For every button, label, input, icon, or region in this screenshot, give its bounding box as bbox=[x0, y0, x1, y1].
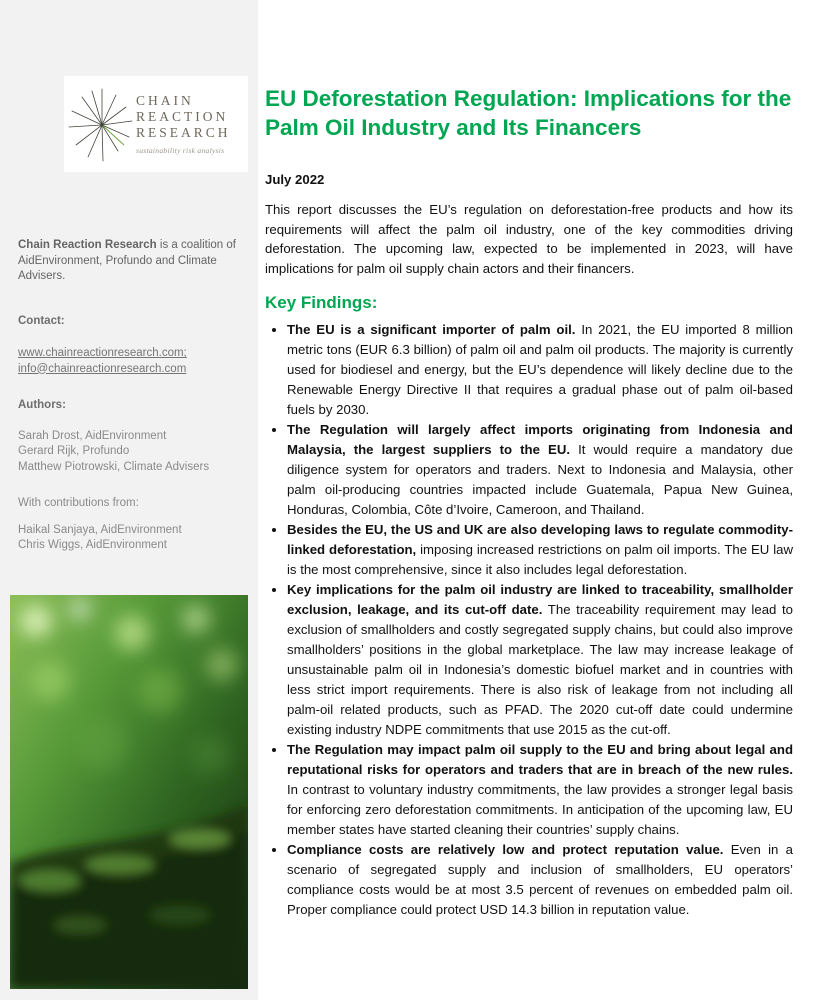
finding-item bbox=[287, 740, 793, 840]
email-link[interactable]: info@chainreactionresearch.com bbox=[18, 362, 187, 375]
coalition-bold: Chain Reaction Research bbox=[18, 239, 157, 251]
report-body bbox=[265, 0, 793, 920]
sidebar bbox=[0, 0, 258, 1000]
contact-links bbox=[18, 346, 242, 377]
starburst-icon bbox=[66, 79, 136, 169]
finding-text: In contrast to voluntary industry commitments, the law provides a stronger legal basis for enforcing zero deforestation commitments. In anticipation of the upcoming law, EU member states have started cleaning their countries’ supply chains. bbox=[287, 781, 793, 837]
authors-label: Authors: bbox=[18, 399, 66, 411]
finding-text: imposing increased restrictions on palm oil imports. The EU law is the most comprehensive, since it also includes legal deforestation. bbox=[287, 541, 793, 577]
logo-word-chain: CHAIN bbox=[136, 93, 194, 108]
finding-item bbox=[287, 320, 793, 420]
coalition-statement bbox=[18, 238, 242, 285]
logo-tagline: sustainability risk analysis bbox=[136, 146, 225, 155]
report-date: July 2022 bbox=[265, 172, 325, 187]
author-item: Matthew Piotrowski, Climate Advisers bbox=[18, 460, 210, 473]
key-findings-heading: Key Findings: bbox=[265, 292, 378, 312]
authors-list bbox=[18, 429, 242, 476]
logo-text bbox=[136, 93, 231, 155]
contributions-label: With contributions from: bbox=[18, 497, 139, 509]
author-item: Gerard Rijk, Profundo bbox=[18, 445, 130, 457]
finding-item bbox=[287, 420, 793, 520]
logo-word-reaction: REACTION bbox=[136, 109, 229, 124]
contributor-item: Haikal Sanjaya, AidEnvironment bbox=[18, 523, 182, 536]
finding-text: Even in a scenario of segregated supply and inclusion of smallholders, EU operators’ compliance costs would be at most 3.5 percent of revenues on embedded palm oil. Proper compliance could protect USD 14.3 billion in reputation value. bbox=[287, 841, 793, 917]
contributors-list bbox=[18, 523, 242, 554]
website-link[interactable]: www.chainreactionresearch.com; bbox=[18, 347, 187, 359]
finding-lead: Besides the EU, the US and UK are also developing laws to regulate commodity-linked deforestation, bbox=[287, 521, 793, 557]
finding-lead: The Regulation will largely affect imports originating from Indonesia and Malaysia, the largest suppliers to the EU. bbox=[287, 421, 793, 457]
finding-text: In 2021, the EU imported 8 million metric tons (EUR 6.3 billion) of palm oil and palm oil products. The majority is currently used for biodiesel and energy, but the EU’s dependence will likely decline due to the Renewable Energy Directive II that requires a gradual phase out of palm oil-based fuels by 2030. bbox=[287, 321, 793, 417]
contact-label: Contact: bbox=[18, 314, 65, 327]
finding-lead: Key implications for the palm oil industry are linked to traceability, smallholder exclusion, leakage, and its cut-off date. bbox=[287, 581, 793, 617]
finding-item bbox=[287, 520, 793, 580]
finding-lead: Compliance costs are relatively low and protect reputation value. bbox=[287, 841, 724, 857]
forest-photo bbox=[10, 595, 248, 989]
finding-text: The traceability requirement may lead to exclusion of smallholders and costly segregated supply chains, but could also improve smallholders’ positions in the global marketplace. The law may increase leakage of unsustainable palm oil in Indonesia’s domestic biofuel market and in countries with less strict import requirements. There is also risk of leakage from not including all palm-oil related products, such as PFAD. The 2020 cut-off date could undermine existing industry NDPE commitments that use 2015 as the cut-off. bbox=[287, 601, 794, 737]
finding-item bbox=[287, 580, 793, 740]
intro-paragraph: This report discusses the EU’s regulation on deforestation-free products and how its requirements will affect the palm oil industry, one of the key commodities driving deforestation. The upcoming law, expected to be implemented in 2023, will have implications for palm oil supply chain actors and their financers. bbox=[265, 202, 793, 276]
author-item: Sarah Drost, AidEnvironment bbox=[18, 429, 167, 442]
contributor-item: Chris Wiggs, AidEnvironment bbox=[18, 539, 167, 551]
finding-lead: The Regulation may impact palm oil supply to the EU and bring about legal and reputational risks for operators and traders that are in breach of the new rules. bbox=[287, 741, 793, 777]
key-findings-list bbox=[265, 320, 793, 920]
crr-logo bbox=[64, 76, 248, 172]
logo-word-research: RESEARCH bbox=[136, 125, 231, 140]
finding-text: It would require a mandatory due diligence system for operators and traders. Next to Indonesia and Malaysia, other palm oil-producing countries impacted include Guatemala, Papua New Guinea, Honduras, Colombia, Côte d’Ivoire, Cameroon, and Thailand. bbox=[287, 441, 793, 517]
coalition-rest: is a coalition of AidEnvironment, Profundo and Climate Advisers. bbox=[18, 239, 236, 282]
page-title: EU Deforestation Regulation: Implications for the Palm Oil Industry and Its Financers bbox=[265, 86, 792, 140]
finding-item bbox=[287, 840, 793, 920]
finding-lead: The EU is a significant importer of palm oil. bbox=[287, 321, 576, 337]
